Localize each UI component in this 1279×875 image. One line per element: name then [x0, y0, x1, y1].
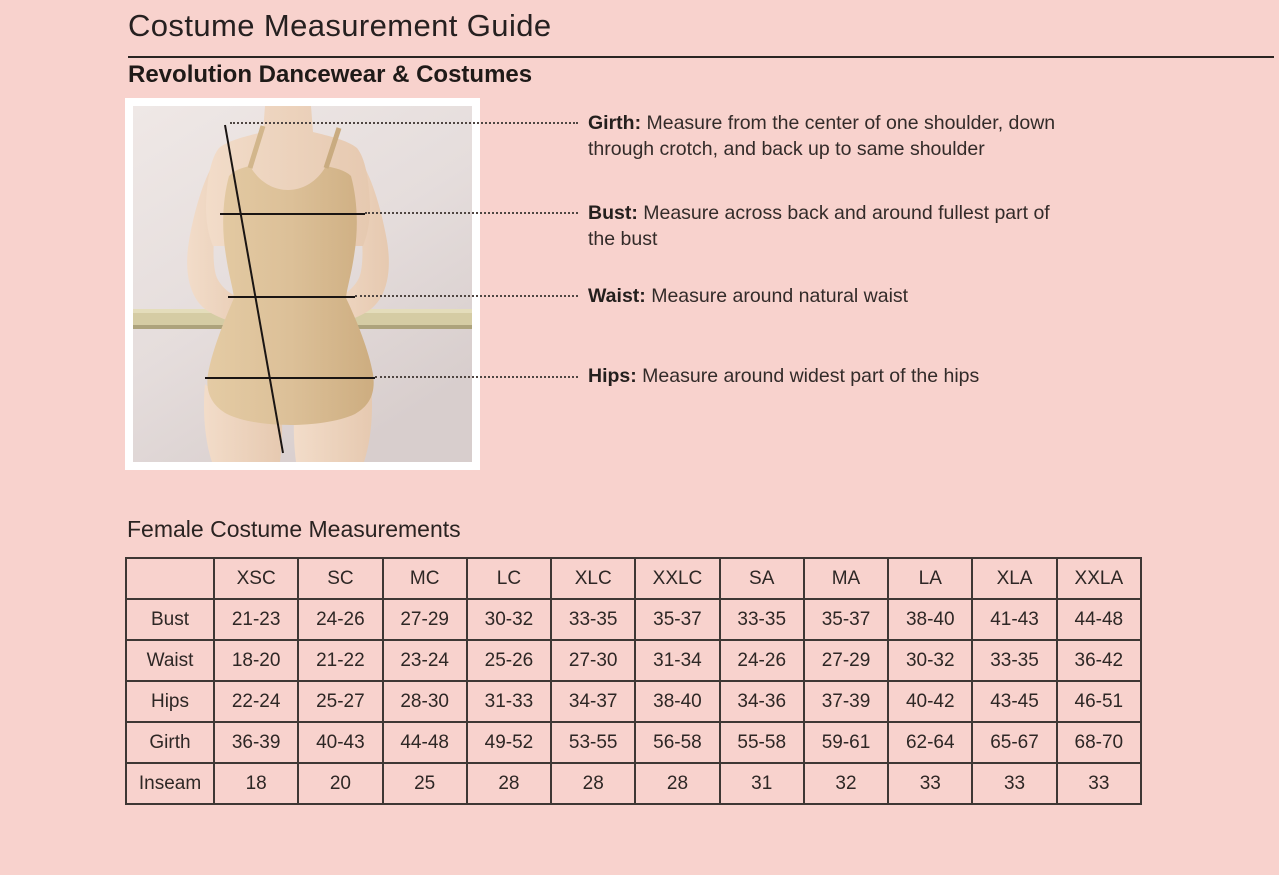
measurement-photo: [125, 98, 480, 470]
measurement-cell: 33: [1057, 763, 1141, 804]
title-divider: [128, 56, 1274, 58]
measurement-cell: 35-37: [804, 599, 888, 640]
measurement-cell: 44-48: [383, 722, 467, 763]
column-header: LA: [888, 558, 972, 599]
measurement-cell: 43-45: [972, 681, 1056, 722]
measurement-cell: 28: [551, 763, 635, 804]
hips-leader-line: [375, 376, 578, 378]
table-row: [126, 640, 1141, 681]
table-title: Female Costume Measurements: [127, 516, 461, 542]
measurement-cell: 28-30: [383, 681, 467, 722]
page-subtitle: Revolution Dancewear & Costumes: [128, 61, 533, 88]
measurement-cell: 44-48: [1057, 599, 1141, 640]
measurement-cell: 20: [298, 763, 382, 804]
measurement-cell: 36-42: [1057, 640, 1141, 681]
row-label: Bust: [126, 599, 214, 640]
measurement-cell: 59-61: [804, 722, 888, 763]
row-label: Hips: [126, 681, 214, 722]
measurement-cell: 33: [972, 763, 1056, 804]
measurement-cell: 21-23: [214, 599, 298, 640]
measurement-cell: 35-37: [635, 599, 719, 640]
measurement-cell: 24-26: [720, 640, 804, 681]
measurement-cell: 33-35: [972, 640, 1056, 681]
measurement-cell: 34-37: [551, 681, 635, 722]
measurement-cell: 38-40: [888, 599, 972, 640]
measurement-cell: 33-35: [551, 599, 635, 640]
girth-leader-line: [230, 122, 578, 124]
measurement-cell: 25-27: [298, 681, 382, 722]
column-header: MA: [804, 558, 888, 599]
hips-instruction: [588, 363, 1068, 389]
bust-leader-line: [365, 212, 578, 214]
header-row: [126, 558, 1141, 599]
column-header: XXLA: [1057, 558, 1141, 599]
measurement-cell: 49-52: [467, 722, 551, 763]
measurement-cell: 31-33: [467, 681, 551, 722]
table-row: [126, 722, 1141, 763]
measurement-cell: 32: [804, 763, 888, 804]
measurement-cell: 22-24: [214, 681, 298, 722]
measurement-cell: 18: [214, 763, 298, 804]
measurement-cell: 21-22: [298, 640, 382, 681]
column-header: MC: [383, 558, 467, 599]
measurement-cell: 27-29: [383, 599, 467, 640]
girth-label: Girth:: [588, 112, 642, 134]
bust-instruction: [588, 200, 1068, 252]
table-row: [126, 599, 1141, 640]
measurement-cell: 37-39: [804, 681, 888, 722]
column-header: LC: [467, 558, 551, 599]
hips-text: Measure around widest part of the hips: [642, 365, 980, 387]
measurement-cell: 25-26: [467, 640, 551, 681]
measurement-cell: 34-36: [720, 681, 804, 722]
female-measurements-table: [125, 557, 1142, 805]
measurement-cell: 28: [635, 763, 719, 804]
row-label: Girth: [126, 722, 214, 763]
waist-label: Waist:: [588, 285, 646, 307]
column-header: XSC: [214, 558, 298, 599]
measurement-cell: 46-51: [1057, 681, 1141, 722]
measurement-cell: 55-58: [720, 722, 804, 763]
waist-leader-line: [355, 295, 578, 297]
table-row: [126, 681, 1141, 722]
girth-text: Measure from the center of one shoulder, down through crotch, and back up to same shoulder: [588, 112, 1056, 160]
waist-text: Measure around natural waist: [651, 285, 909, 307]
measurement-cell: 62-64: [888, 722, 972, 763]
measurement-cell: 27-29: [804, 640, 888, 681]
column-header: SC: [298, 558, 382, 599]
waist-instruction: [588, 283, 1068, 309]
page-title: Costume Measurement Guide: [128, 8, 552, 43]
column-header: XLC: [551, 558, 635, 599]
measurement-cell: 36-39: [214, 722, 298, 763]
row-label: Waist: [126, 640, 214, 681]
table-row: [126, 763, 1141, 804]
hips-label: Hips:: [588, 365, 637, 387]
measurement-cell: 33-35: [720, 599, 804, 640]
bust-label: Bust:: [588, 202, 638, 224]
measurement-cell: 30-32: [467, 599, 551, 640]
measurement-cell: 56-58: [635, 722, 719, 763]
girth-instruction: [588, 110, 1068, 162]
measurement-cell: 23-24: [383, 640, 467, 681]
measurement-cell: 41-43: [972, 599, 1056, 640]
measurement-cell: 30-32: [888, 640, 972, 681]
column-header: XXLC: [635, 558, 719, 599]
measurement-cell: 24-26: [298, 599, 382, 640]
bust-text: Measure across back and around fullest part of the bust: [588, 202, 1050, 250]
measurement-cell: 25: [383, 763, 467, 804]
measurement-cell: 28: [467, 763, 551, 804]
measurement-cell: 65-67: [972, 722, 1056, 763]
column-header: [126, 558, 214, 599]
column-header: XLA: [972, 558, 1056, 599]
measurement-cell: 38-40: [635, 681, 719, 722]
dancer-body: [187, 106, 389, 462]
measurement-cell: 31: [720, 763, 804, 804]
measurement-cell: 40-42: [888, 681, 972, 722]
measurement-cell: 27-30: [551, 640, 635, 681]
column-header: SA: [720, 558, 804, 599]
measurement-cell: 68-70: [1057, 722, 1141, 763]
measurement-cell: 31-34: [635, 640, 719, 681]
measurement-cell: 33: [888, 763, 972, 804]
row-label: Inseam: [126, 763, 214, 804]
dancer-figure-illustration: [133, 106, 472, 462]
measurement-cell: 18-20: [214, 640, 298, 681]
measurement-cell: 40-43: [298, 722, 382, 763]
measurement-cell: 53-55: [551, 722, 635, 763]
